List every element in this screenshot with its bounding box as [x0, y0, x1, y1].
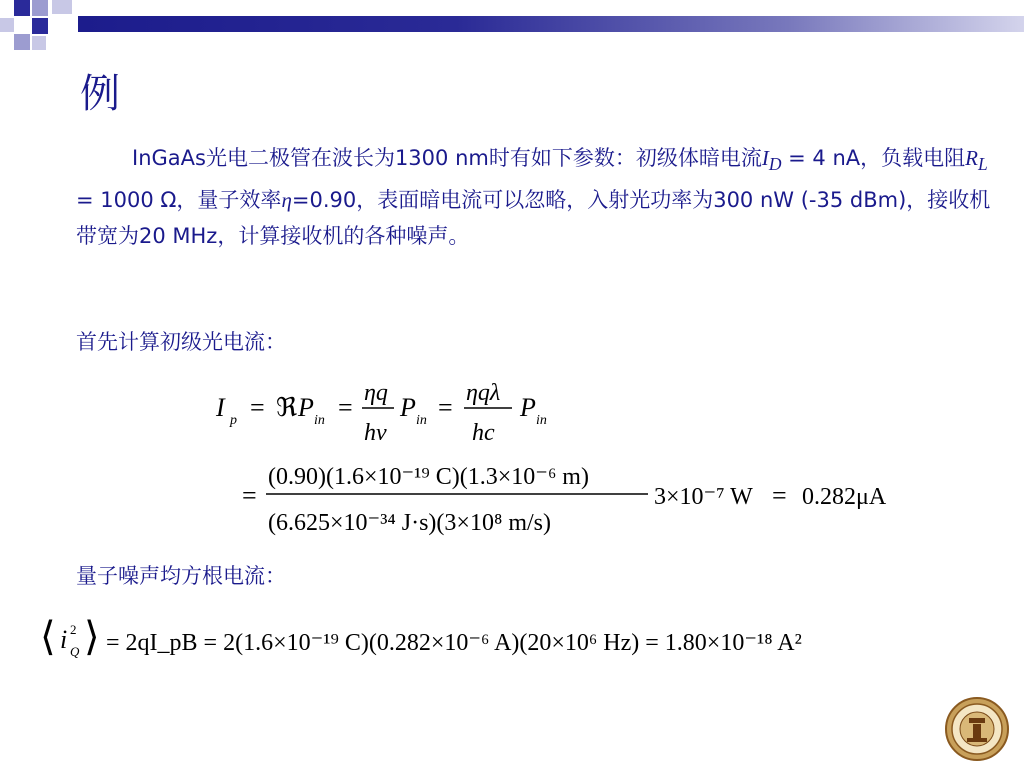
problem-paragraph: [76, 140, 991, 254]
eq3-right-bracket: ⟩: [84, 614, 100, 659]
equation-photocurrent-value: [236, 448, 926, 552]
para-part1: InGaAs光电二极管在波长为1300 nm时有如下参数：初级体暗电流: [132, 146, 762, 170]
para-part2: = 4 nA，负载电阻: [781, 146, 966, 170]
eq1-p3: P: [520, 393, 536, 422]
rl-subscript: L: [977, 154, 988, 175]
para-part4: =0.90，表面暗电流可以忽略，入射光功率为300 nW (-35 dBm)，接收机带宽为20 MHz，计算接收机的各种噪声。: [76, 188, 991, 249]
eq1-p1: P: [298, 393, 314, 422]
equation-quantum-noise: [36, 610, 996, 674]
rl-symbol: R: [965, 146, 978, 170]
id-subscript: D: [768, 154, 782, 175]
eq2-denominator: (6.625×10⁻³⁴ J·s)(3×10⁸ m/s): [268, 510, 551, 536]
id-symbol: I: [761, 146, 769, 170]
para-part3: = 1000 Ω，量子效率: [76, 188, 282, 213]
eq1-eq-b: =: [338, 393, 353, 422]
equation-quantum-noise-svg: [36, 610, 996, 670]
eq1-num2: ηqλ: [466, 380, 501, 406]
eq2-factor: 3×10⁻⁷ W: [654, 484, 753, 510]
eta-symbol: η: [281, 188, 292, 213]
eq1-num1: ηq: [364, 380, 388, 406]
eq1-r-symbol: ℜ: [276, 393, 298, 422]
eq1-in2: in: [416, 413, 427, 428]
svg-text:=: =: [772, 481, 787, 510]
eq2-numerator: (0.90)(1.6×10⁻¹⁹ C)(1.3×10⁻⁶ m): [268, 464, 589, 490]
svg-text:=: =: [242, 481, 257, 510]
eq1-in3: in: [536, 413, 547, 428]
eq1-eq-a: =: [250, 393, 265, 422]
eq1-den2: hc: [472, 420, 495, 446]
eq3-i: i: [60, 625, 68, 654]
eq1-eq-c: =: [438, 393, 453, 422]
subheading-quantum-noise: 量子噪声均方根电流：: [76, 564, 286, 588]
eq1-den1: hν: [364, 420, 387, 446]
eq2-result: 0.282μA: [802, 484, 887, 510]
slide-title: 例: [80, 71, 120, 117]
header-decoration: [0, 0, 1024, 60]
header-bar: [78, 16, 1024, 32]
eq3-text: = 2qI_pB = 2(1.6×10⁻¹⁹ C)(0.282×10⁻⁶ A)(20×10⁶ Hz) = 1.80×10⁻¹⁸ A²: [106, 630, 802, 656]
eq1-lhs-sub: p: [230, 413, 237, 428]
subheading-photocurrent: 首先计算初级光电流：: [76, 330, 286, 354]
university-seal-icon: [944, 696, 1010, 762]
equation-photocurrent-svg: [210, 370, 630, 450]
eq1-p2: P: [400, 393, 416, 422]
eq3-i-sub: Q: [70, 644, 80, 659]
eq1-lhs: I: [216, 393, 225, 422]
eq1-in1: in: [314, 413, 325, 428]
eq3-i-sup: 2: [70, 622, 77, 637]
equation-photocurrent: [210, 370, 630, 454]
eq3-left-bracket: ⟨: [40, 614, 56, 659]
equation-photocurrent-value-svg: [236, 448, 926, 548]
